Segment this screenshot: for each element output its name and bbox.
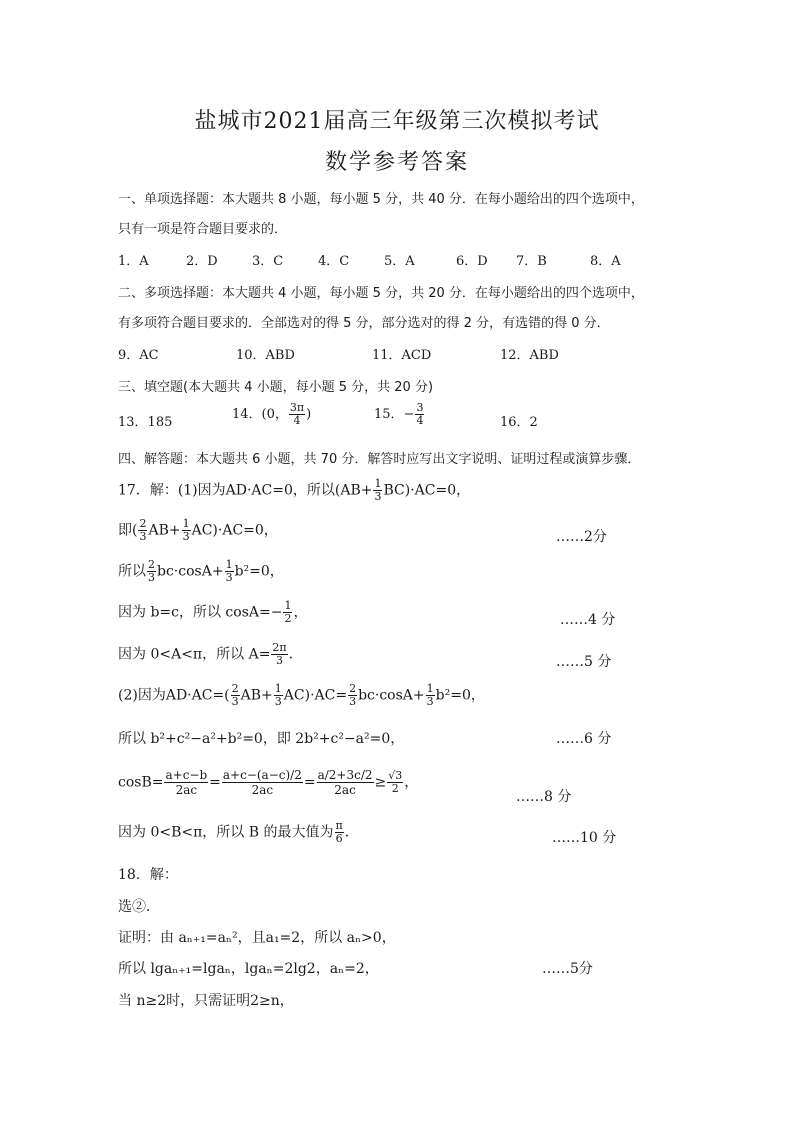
- answer-5: 5．A: [384, 254, 415, 269]
- score-4: ……4 分: [560, 612, 616, 628]
- answer-12: 12．ABD: [500, 348, 559, 363]
- score-6: ……6 分: [556, 731, 612, 747]
- answer-8: 8．A: [590, 254, 621, 269]
- page-subtitle: 数学参考答案: [324, 150, 469, 175]
- fraction: $\frac{3}{4}$: [416, 401, 424, 427]
- score-5: ……5 分: [556, 654, 612, 670]
- q18-line4: 所以 lgaₙ₊₁=lgaₙ，lgaₙ=2lg2，aₙ=2，: [118, 961, 379, 977]
- answer-14: 14．(0， $\frac{3\pi}{4}$ ): [232, 401, 312, 427]
- page-title: 盐城市2021届高三年级第三次模拟考试: [194, 109, 600, 134]
- section4-heading: 四、解答题：本大题共 6 小题，共 70 分．解答时应写出文字说明、证明过程或演算步骤．: [118, 452, 641, 467]
- q18-line2: 选②．: [118, 899, 160, 915]
- q17-line2: 即( $\frac{2}{3}$ AB+ $\frac{1}{3}$ AC)·AC=0，: [118, 517, 278, 543]
- q17-line9: 因为 0<B<π，所以 B 的最大值为 $\frac{\pi}{6}$ ．: [118, 819, 359, 845]
- q17-line5: 因为 0<A<π，所以 A= $\frac{2\pi}{3}$ ．: [118, 641, 303, 667]
- q18-line5: 当 n≥2时，只需证明2≥n，: [118, 993, 294, 1009]
- answer-10: 10．ABD: [236, 348, 295, 363]
- fraction: $\frac{3\pi}{4}$: [289, 401, 305, 427]
- answer-13: 13．185: [118, 415, 173, 430]
- answer-9: 9．AC: [118, 348, 159, 363]
- answer-7: 7．B: [516, 254, 547, 269]
- answer-11: 11．ACD: [372, 348, 432, 363]
- q17-line8: cosB= $\frac{a+c-b}{2ac}$ = $\frac{a+c-(a-c)/2}{2ac}$ = $\frac{a/2+3c/2}{2ac}$ ≥ $\frac{√3}{2}$ ，: [118, 768, 419, 797]
- q18-line1: 18．解：: [118, 867, 178, 883]
- q17-line1: 17．解：(1)因为AD·AC=0，所以(AB+ $\frac{1}{3}$ BC)·AC=0，: [118, 477, 471, 503]
- answer-16: 16．2: [500, 415, 538, 430]
- answer-6: 6．D: [456, 254, 488, 269]
- q17-line7: 所以 b²+c²−a²+b²=0，即 2b²+c²−a²=0，: [118, 731, 405, 747]
- section3-heading: 三、填空题(本大题共 4 小题，每小题 5 分，共 20 分): [118, 380, 434, 395]
- score-8: ……8 分: [516, 789, 572, 805]
- score-5b: ……5分: [542, 961, 593, 977]
- section1-heading: 一、单项选择题：本大题共 8 小题，每小题 5 分，共 40 分．在每小题给出的四个选项中，: [118, 192, 644, 207]
- section2-heading: 二、多项选择题：本大题共 4 小题，每小题 5 分，共 20 分．在每小题给出的四个选项中，: [118, 286, 644, 301]
- q17-line3: 所以 $\frac{2}{3}$ bc·cosA+ $\frac{1}{3}$ b²=0，: [118, 558, 284, 584]
- score-10: ……10 分: [552, 830, 617, 846]
- section1-heading2: 只有一项是符合题目要求的．: [118, 222, 288, 237]
- q18-line3: 证明：由 aₙ₊₁=aₙ²，且a₁=2，所以 aₙ>0，: [118, 930, 396, 946]
- answer-4: 4．C: [318, 254, 350, 269]
- q17-line4: 因为 b=c，所以 cosA=− $\frac{1}{2}$ ，: [118, 599, 308, 625]
- q17-line6: (2)因为AD·AC=( $\frac{2}{3}$ AB+ $\frac{1}{3}$ AC)·AC= $\frac{2}{3}$ bc·cosA+ $\frac{1}{3}$ b²=0，: [118, 682, 485, 708]
- answer-1: 1．A: [118, 254, 149, 269]
- answer-3: 3．C: [252, 254, 284, 269]
- answer-2: 2．D: [186, 254, 218, 269]
- score-2: ……2分: [556, 529, 607, 545]
- answer-15: 15．− $\frac{3}{4}$: [374, 401, 424, 427]
- section2-heading2: 有多项符合题目要求的．全部选对的得 5 分，部分选对的得 2 分，有选错的得 0 分．: [118, 316, 610, 331]
